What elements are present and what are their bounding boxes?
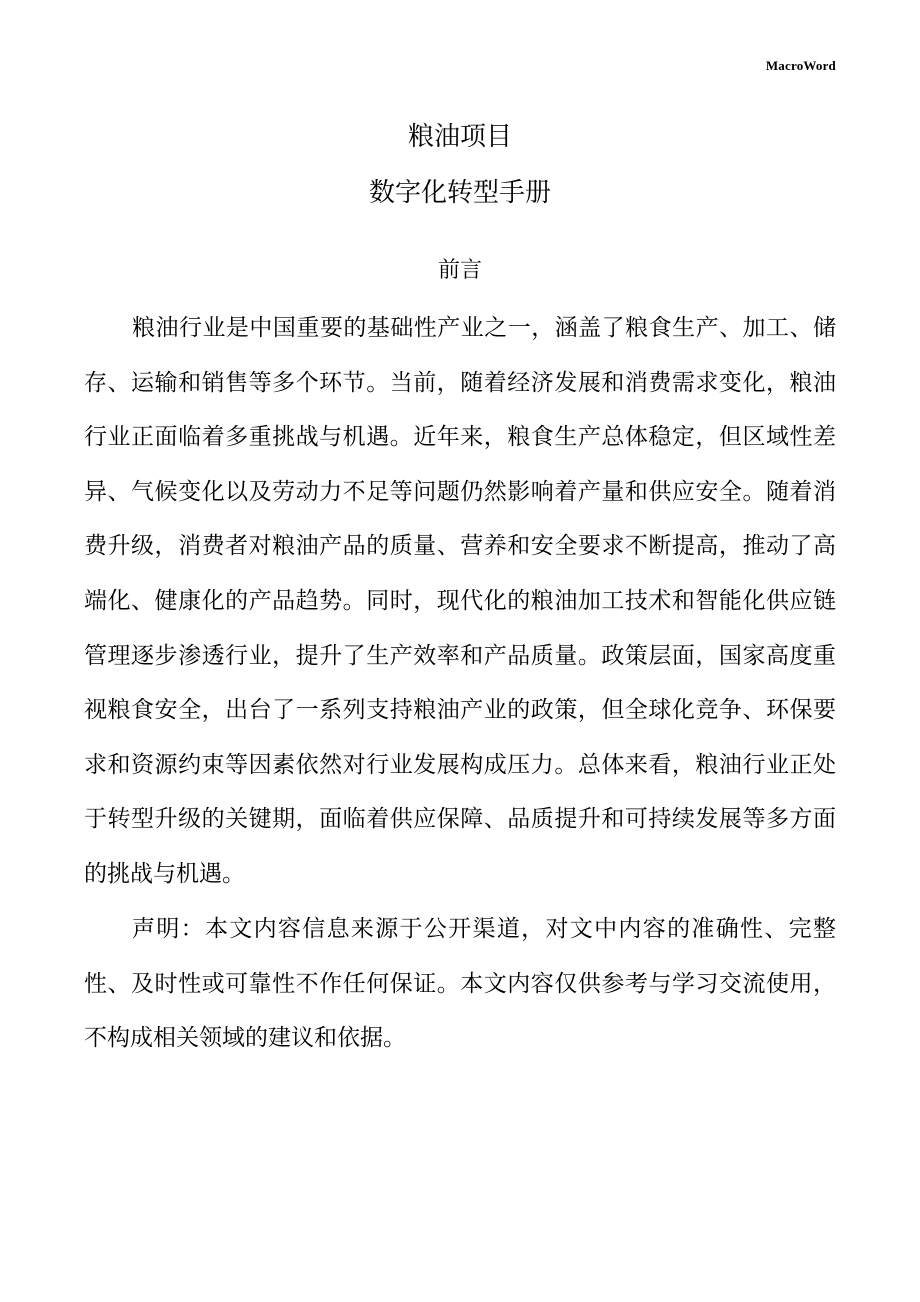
preface-heading: 前言 [437,258,482,283]
disclaimer-paragraph: 声明：本文内容信息来源于公开渠道，对文中内容的准确性、完整性、及时性或可靠性不作任何保证。本文内容仅供参考与学习交流使用，不构成相关领域的建议和依据。 [84,916,836,1052]
title-line-1: 粮油项目 [407,122,512,152]
document-title [0,118,920,212]
title-line-2: 数字化转型手册 [368,178,551,208]
header-brand: MacroWord [765,58,836,73]
preface-paragraph: 粮油行业是中国重要的基础性产业之一，涵盖了粮食生产、加工、储存、运输和销售等多个环节。当前，随着经济发展和消费需求变化，粮油行业正面临着多重挑战与机遇。近年来，粮食生产总体稳定，但区域性差异、气候变化以及劳动力不足等问题仍然影响着产量和供应安全。随着消费升级，消费者对粮油产品的质量、营养和安全要求不断提高，推动了高端化、健康化的产品趋势。同时，现代化的粮油加工技术和智能化供应链管理逐步渗透行业，提升了生产效率和产品质量。政策层面，国家高度重视粮食安全，出台了一系列支持粮油产业的政策，但全球化竞争、环保要求和资源约束等因素依然对行业发展构成压力。总体来看，粮油行业正处于转型升级的关键期，面临着供应保障、品质提升和可持续发展等多方面的挑战与机遇。 [84,315,836,887]
